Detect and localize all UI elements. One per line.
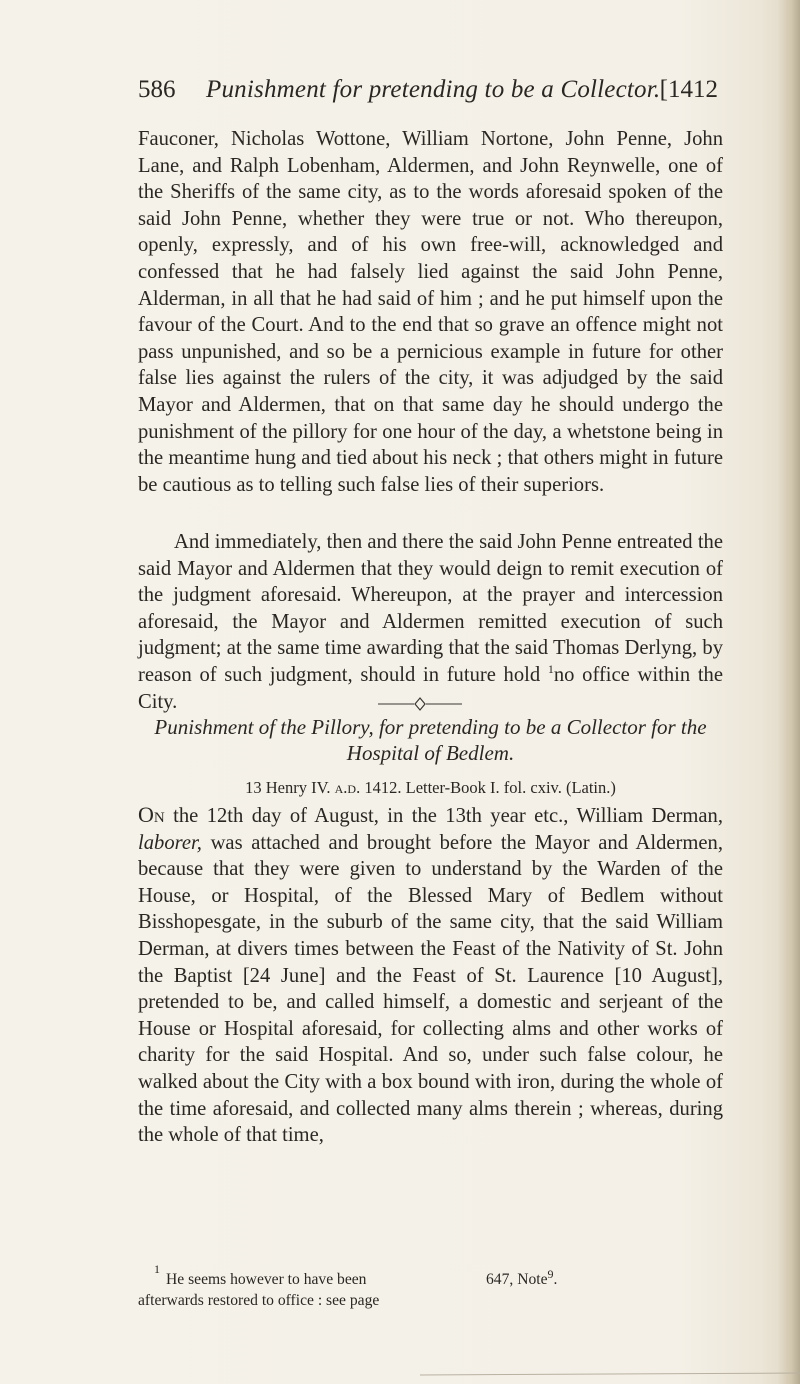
reference-ad: a.d. xyxy=(334,778,361,797)
paragraph-2-text-end: no office within the City. xyxy=(138,663,723,713)
footnote: 1 He seems however to have been 647, Note$^9$. afterwards restored to office : see page xyxy=(138,1262,558,1309)
footnote-line-2: afterwards restored to office : see page xyxy=(138,1292,380,1309)
section-divider-ornament xyxy=(378,697,462,711)
footnote-line-1-right: 647, Note$^9$. xyxy=(486,1266,558,1288)
section-title: Punishment of the Pillory, for pretending to be a Collector for the Hospital of Bedlem. xyxy=(154,715,707,765)
bottom-scan-line xyxy=(420,1371,800,1377)
paragraph-3-text-start: the 12th day of August, in the 13th year etc., William Derman, xyxy=(173,805,723,827)
reference-source: 1412. Letter-Book I. fol. cxiv. (Latin.) xyxy=(364,778,616,797)
paragraph-1: Fauconer, Nicholas Wottone, William Nortone, John Penne, John Lane, and Ralph Lobenham, Aldermen, and John Reynwelle, one of the Sheriffs of the same city, as to the words aforesaid spoken of the said John Penne, whether they were true or not. Who thereupon, openly, expressly, and of his own free-will, acknowledged and confessed that he had falsely lied against the said John Penne, Alderman, in all that he had said of him ; and he put himself upon the favour of the Court. And to the end that so grave an offence might not pass unpunished, and so be a pernicious example in future for other false lies against the rulers of the city, it was adjudged by the said Mayor and Aldermen, that on that same day he should undergo the punishment of the pillory for one hour of the day, a whetstone being in the meantime hung and tied about his neck ; that others might in future be cautious as to telling such false lies of their superiors. xyxy=(138,128,723,496)
reference-reign: 13 Henry IV. xyxy=(245,778,331,797)
header-year: [1412 xyxy=(659,76,718,103)
paragraph-3-lead: On xyxy=(138,802,165,827)
footnote-page-ref: 647, Note xyxy=(486,1271,548,1288)
page-edge-shadow xyxy=(778,0,800,1384)
paragraph-3-text: was attached and brought before the Mayor and Aldermen, because that they were given to understand by the Warden of the House, or Hospital, of the Blessed Mary of Bedlem without Bisshopesgate, in the suburb of the same city, that the said William Derman, at divers times between the Feast of the Nativity of St. John the Baptist [24 June] and the Feast of St. Laurence [10 August], pretended to be, and called himself, a domestic and serjeant of the House or Hospital aforesaid, for collecting alms and other works of charity for the said Hospital. And so, under such false colour, he walked about the City with a box bound with iron, during the whole of the time aforesaid, and collected many alms therein ; whereas, during the whole of that time, xyxy=(138,831,724,1147)
footnote-marker: 1 xyxy=(547,662,554,677)
paragraph-3 xyxy=(138,802,723,1149)
running-header xyxy=(138,76,718,112)
paragraph-2-text: And immediately, then and there the said John Penne entreated the said Mayor and Aldermen that they would deign to remit execution of the judgment aforesaid. Whereupon, at the prayer and intercession aforesaid, the Mayor and Aldermen remitted execution of such judgment; at the same time awarding that the said Thomas Derlyng, by reason of such judgment, should in future hold xyxy=(138,531,723,686)
section-reference xyxy=(138,778,723,798)
page-number: 586 xyxy=(138,76,176,103)
paragraph-2 xyxy=(138,529,723,715)
running-title: Punishment for pretending to be a Collector. xyxy=(206,76,661,103)
footnote-note-number: 9 xyxy=(547,1266,554,1281)
footnote-line-1-left: He seems however to have been xyxy=(166,1271,367,1288)
paragraph-3-italic: laborer, xyxy=(138,831,202,854)
